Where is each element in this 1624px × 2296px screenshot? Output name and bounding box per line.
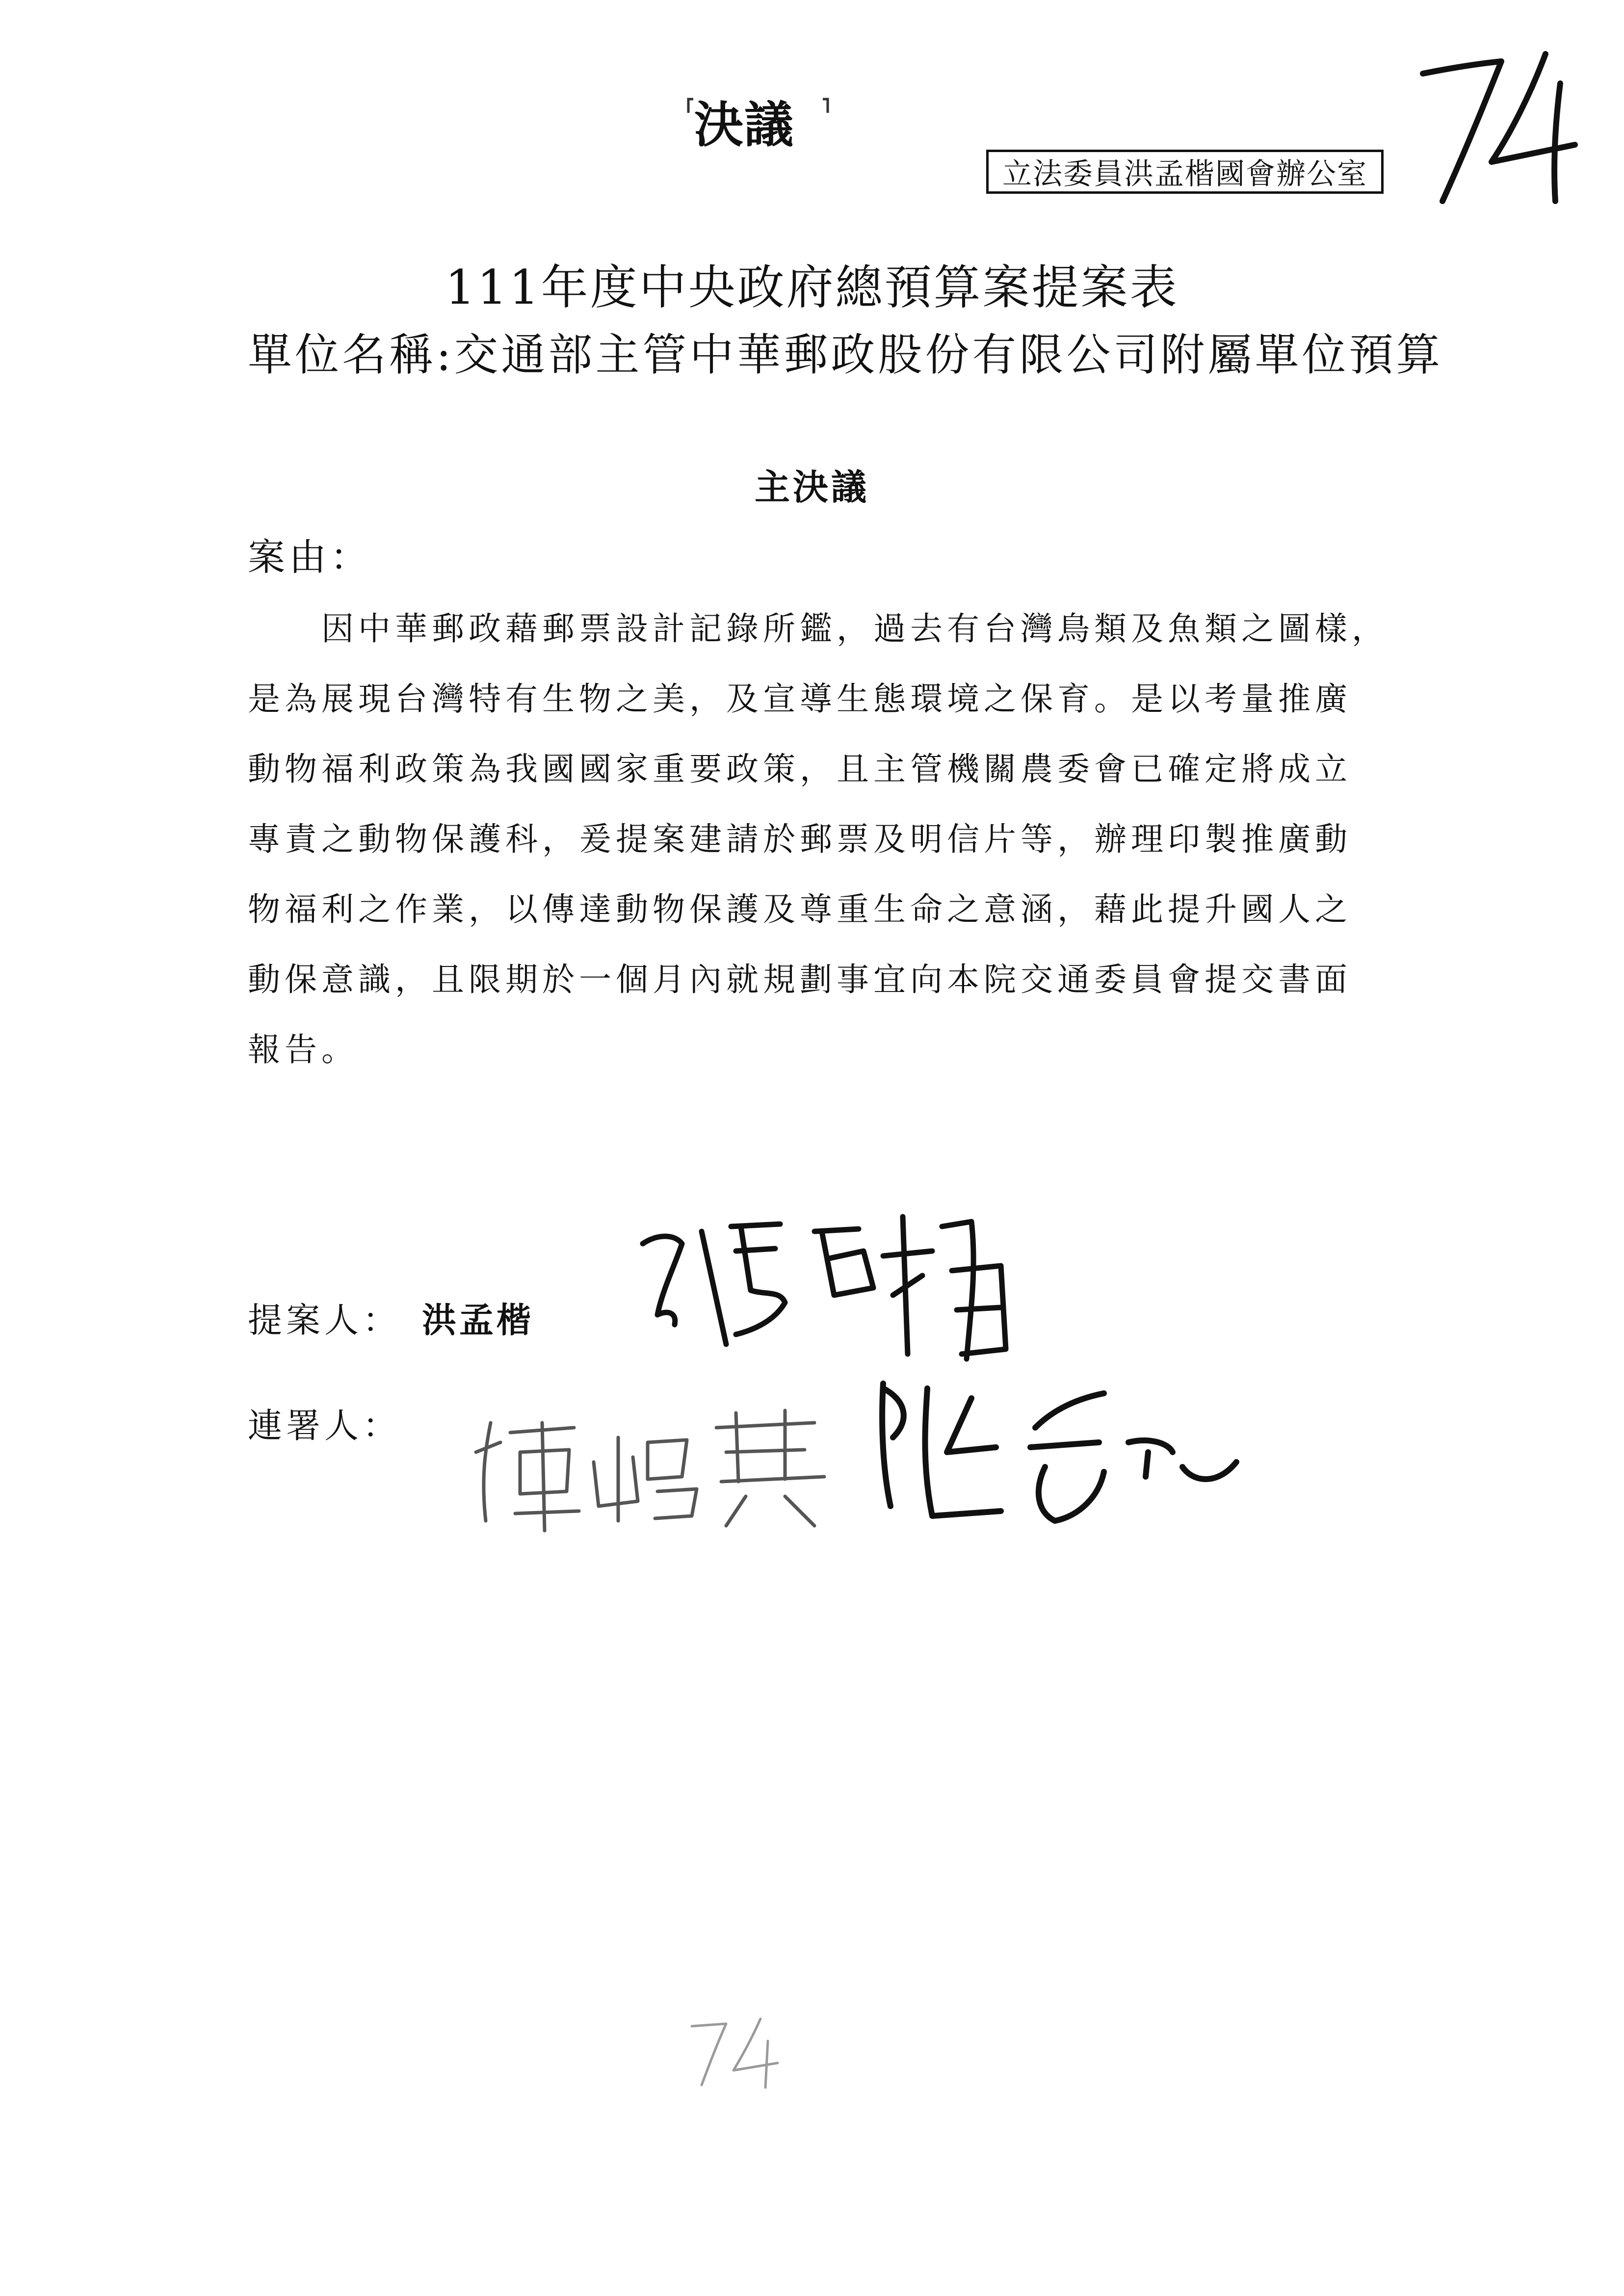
- body-line: 動物福利政策為我國國家重要政策，且主管機關農委會已確定將成立: [248, 750, 1352, 788]
- body-line: 因中華郵政藉郵票設計記錄所鑑，過去有台灣鳥類及魚類之圖樣，: [321, 610, 1388, 648]
- case-reason-body: [248, 594, 1435, 1085]
- proposer-label: 提案人：: [248, 1300, 401, 1340]
- stamp-text: 決議: [694, 96, 794, 154]
- proposer-signature: [628, 1197, 1060, 1383]
- body-line: 物福利之作業，以傳達動物保護及尊重生命之意涵，藉此提升國人之: [248, 890, 1352, 928]
- document-title: 111年度中央政府總預算案提案表: [445, 260, 1179, 315]
- body-line: 報告。: [248, 1031, 358, 1069]
- body-line: 是為展現台灣特有生物之美，及宣導生態環境之保育。是以考量推廣: [248, 680, 1352, 718]
- unit-name-line: 單位名稱:交通部主管中華郵政股份有限公司附屬單位預算: [248, 329, 1443, 381]
- section-heading: 主決議: [754, 467, 869, 508]
- handwritten-page-number: [1413, 39, 1590, 206]
- cosigner-signature-2: [873, 1369, 1246, 1536]
- office-label-box: [986, 150, 1384, 194]
- cosigner-label: 連署人：: [248, 1406, 401, 1446]
- body-line: 專責之動物保護科，爰提案建請於郵票及明信片等，辦理印製推廣動: [248, 820, 1352, 858]
- case-reason-label: 案由：: [248, 535, 371, 579]
- proposer-name: 洪孟楷: [422, 1300, 534, 1340]
- cosigner-signature-1: [471, 1393, 854, 1540]
- pencil-page-number: [687, 2011, 785, 2090]
- stamp-brackets: [684, 93, 832, 162]
- office-label: 立法委員洪孟楷國會辦公室: [1002, 157, 1367, 191]
- body-line: 動保意識，且限期於一個月內就規劃事宜向本院交通委員會提交書面: [248, 961, 1352, 998]
